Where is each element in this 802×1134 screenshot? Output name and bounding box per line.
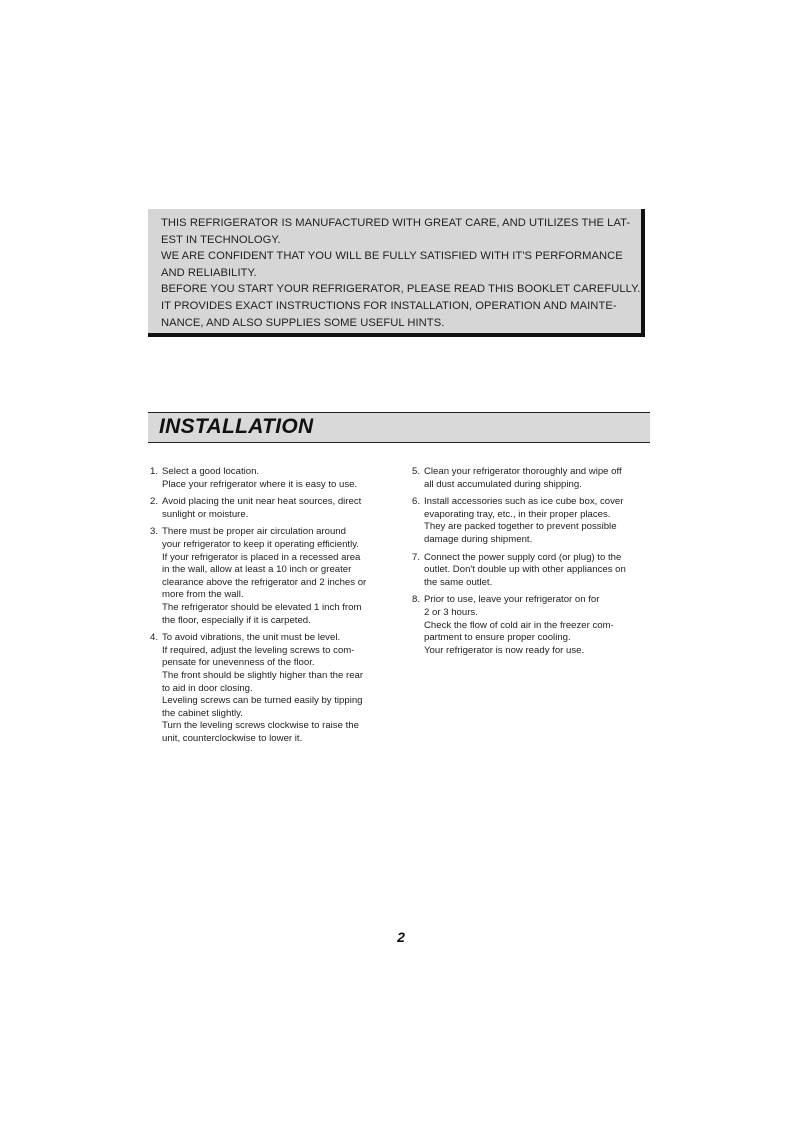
item-number: 7.	[412, 551, 421, 563]
instruction-item-2	[150, 496, 400, 521]
instruction-item-6	[412, 496, 652, 546]
installation-header	[148, 412, 650, 443]
item-line: partment to ensure proper cooling.	[424, 632, 571, 644]
right-column	[412, 466, 652, 662]
item-line: all dust accumulated during shipping.	[424, 478, 582, 490]
instruction-item-8	[412, 594, 652, 657]
item-line: To avoid vibrations, the unit must be level.	[162, 632, 341, 644]
item-line: your refrigerator to keep it operating efficiently.	[162, 538, 359, 550]
intro-line: THIS REFRIGERATOR IS MANUFACTURED WITH GREAT CARE, AND UTILIZES THE LAT-	[161, 217, 631, 229]
item-line: Connect the power supply cord (or plug) to the	[424, 551, 622, 563]
item-line: clearance above the refrigerator and 2 inches or	[162, 576, 367, 588]
item-line: to aid in door closing.	[162, 682, 253, 694]
item-line: There must be proper air circulation around	[162, 526, 346, 538]
item-line: Your refrigerator is now ready for use.	[424, 644, 585, 656]
intro-line: EST IN TECHNOLOGY.	[161, 233, 281, 246]
item-line: If your refrigerator is placed in a recessed area	[162, 551, 361, 563]
item-line: The front should be slightly higher than the rear	[162, 669, 364, 681]
intro-line: AND RELIABILITY.	[161, 266, 257, 279]
left-column	[150, 466, 400, 750]
instruction-item-3	[150, 526, 400, 627]
item-line: the same outlet.	[424, 576, 493, 588]
item-number: 8.	[412, 594, 421, 606]
item-line: damage during shipment.	[424, 533, 533, 545]
item-number: 6.	[412, 496, 421, 508]
section-title: INSTALLATION	[159, 415, 314, 438]
page-number: 2	[397, 929, 405, 945]
intro-notice-box	[148, 209, 645, 337]
item-line: Leveling screws can be turned easily by tipping	[162, 695, 363, 707]
item-line: more from the wall.	[162, 589, 244, 601]
item-line: If required, adjust the leveling screws to com-	[162, 644, 355, 656]
item-line: evaporating tray, etc., in their proper places.	[424, 508, 611, 520]
intro-line: BEFORE YOU START YOUR REFRIGERATOR, PLEASE READ THIS BOOKLET CAREFULLY.	[161, 283, 641, 296]
instruction-item-7	[412, 552, 652, 590]
intro-line: IT PROVIDES EXACT INSTRUCTIONS FOR INSTALLATION, OPERATION AND MAINTE-	[161, 299, 617, 312]
item-number: 3.	[150, 526, 159, 538]
item-line: in the wall, allow at least a 10 inch or greater	[162, 564, 352, 576]
instruction-item-1	[150, 466, 400, 491]
item-line: the cabinet slightly.	[162, 707, 243, 719]
item-line: Install accessories such as ice cube box, cover	[424, 496, 624, 508]
instruction-item-5	[412, 466, 652, 491]
item-number: 5.	[412, 466, 421, 477]
item-line: Check the flow of cold air in the freezer com-	[424, 619, 614, 631]
item-line: They are packed together to prevent possible	[424, 521, 617, 533]
item-line: unit, counterclockwise to lower it.	[162, 732, 303, 744]
item-number: 1.	[150, 466, 159, 477]
item-line: sunlight or moisture.	[162, 508, 249, 520]
item-line: Turn the leveling screws clockwise to raise the	[162, 720, 359, 732]
item-number: 4.	[150, 632, 159, 644]
intro-line: WE ARE CONFIDENT THAT YOU WILL BE FULLY SATISFIED WITH IT'S PERFORMANCE	[161, 250, 623, 263]
item-number: 2.	[150, 496, 159, 508]
instruction-item-4	[150, 632, 400, 745]
item-line: Avoid placing the unit near heat sources, direct	[162, 496, 362, 508]
item-line: Clean your refrigerator thoroughly and wipe off	[424, 466, 622, 477]
item-line: The refrigerator should be elevated 1 inch from	[162, 601, 362, 613]
item-line: outlet. Don't double up with other appliances on	[424, 564, 626, 576]
item-line: pensate for unevenness of the floor.	[162, 657, 315, 669]
item-line: Place your refrigerator where it is easy to use.	[162, 478, 358, 490]
item-line: Prior to use, leave your refrigerator on for	[424, 594, 600, 606]
intro-line: NANCE, AND ALSO SUPPLIES SOME USEFUL HINTS.	[161, 316, 445, 329]
item-line: 2 or 3 hours.	[424, 606, 478, 618]
item-line: Select a good location.	[162, 466, 260, 477]
item-line: the floor, especially if it is carpeted.	[162, 614, 311, 626]
